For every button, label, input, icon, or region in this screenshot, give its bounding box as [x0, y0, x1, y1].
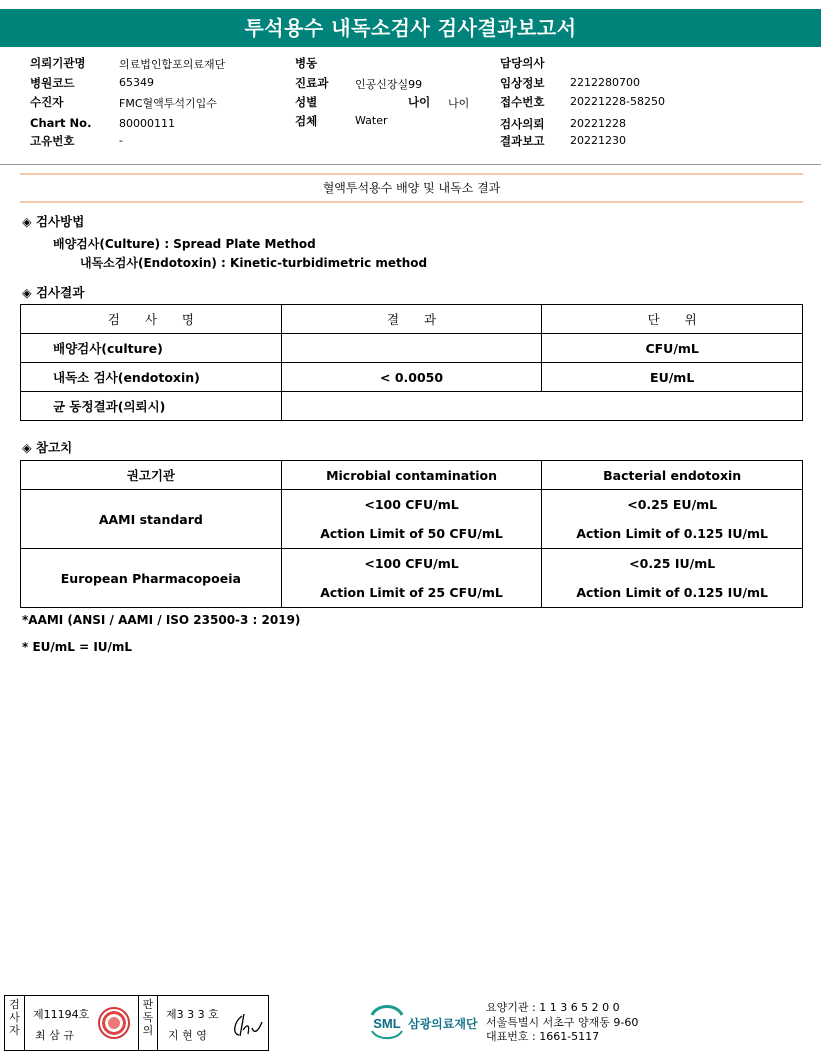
info-value: -	[119, 134, 123, 147]
info-label: 검사의뢰	[500, 117, 545, 131]
info-label: 병동	[295, 56, 318, 70]
info-value: 20221228-58250	[570, 95, 665, 108]
signature-box	[4, 995, 269, 1051]
address-line: 요양기관 : 1 1 3 6 5 2 0 0	[486, 1001, 620, 1014]
address-line: 서울특별시 서초구 양재동 9-60	[486, 1015, 639, 1029]
method-endotoxin: 내독소검사(Endotoxin) : Kinetic-turbidimetric method	[80, 256, 428, 270]
ref-org: AAMI standard	[21, 490, 282, 549]
header-cell: Bacterial endotoxin	[542, 461, 803, 490]
signature	[230, 1012, 264, 1040]
info-value: 80000111	[119, 117, 175, 130]
ref-microbial	[281, 490, 542, 549]
header-cell: 결 과	[281, 305, 542, 334]
section-title: 혈액투석용수 배양 및 내독소 결과	[20, 173, 803, 203]
info-value: 20221228	[570, 117, 626, 130]
org-name: 삼광의료재단	[408, 1017, 478, 1031]
info-label: 진료과	[295, 76, 329, 90]
test-result: < 0.0050	[281, 363, 542, 392]
method-heading: ◈ 검사방법	[22, 214, 85, 229]
ref-microbial	[281, 549, 542, 608]
info-label: 담당의사	[500, 56, 545, 70]
info-label: 검체	[295, 114, 318, 128]
table-row	[21, 334, 803, 363]
tester-label: 검사자	[5, 996, 25, 1050]
info-label: 의뢰기관명	[30, 56, 86, 70]
info-label: 성별	[295, 95, 318, 109]
reviewer-license: 제3 3 3 호	[166, 1008, 219, 1021]
info-value: 20221230	[570, 134, 626, 147]
reference-table	[20, 460, 803, 608]
results-heading: ◈ 검사결과	[22, 285, 85, 300]
ref-endotoxin	[542, 549, 803, 608]
reviewer-label: 판독의	[138, 996, 158, 1050]
table-row	[21, 392, 803, 421]
age-value: 나이	[448, 97, 470, 110]
test-unit: CFU/mL	[542, 334, 803, 363]
test-name: 내독소 검사(endotoxin)	[21, 363, 282, 392]
header-cell: 권고기관	[21, 461, 282, 490]
test-name: 배양검사(culture)	[21, 334, 282, 363]
test-unit: EU/mL	[542, 363, 803, 392]
info-value: 65349	[119, 76, 154, 89]
reference-heading: ◈ 참고치	[22, 440, 73, 455]
identification-result	[281, 392, 802, 421]
logo-mark: SML	[373, 1016, 401, 1031]
info-label: Chart No.	[30, 116, 92, 130]
info-value: 2212280700	[570, 76, 640, 89]
note-units: * EU/mL = IU/mL	[22, 640, 133, 654]
header-cell: 검 사 명	[21, 305, 282, 334]
reviewer-name: 지 현 영	[168, 1029, 207, 1042]
divider	[0, 164, 821, 165]
method-culture: 배양검사(Culture) : Spread Plate Method	[53, 237, 316, 251]
info-value: 의료법인합포의료재단	[119, 58, 226, 71]
info-label: 병원코드	[30, 76, 75, 90]
report-title: 투석용수 내독소검사 검사결과보고서	[0, 9, 821, 47]
info-value: 인공신장실99	[355, 78, 423, 91]
table-header-row	[21, 461, 803, 490]
info-label: 고유번호	[30, 134, 75, 148]
test-result	[281, 334, 542, 363]
results-table	[20, 304, 803, 421]
table-header-row	[21, 305, 803, 334]
tester-license: 제11194호	[33, 1008, 90, 1021]
header-cell: 단 위	[542, 305, 803, 334]
ref-microbial-action: Action Limit of 25 CFU/mL	[320, 585, 503, 600]
ref-endotoxin	[542, 490, 803, 549]
table-row	[21, 490, 803, 549]
info-value: FMC혈액투석기입수	[119, 97, 217, 110]
note-aami: *AAMI (ANSI / AAMI / ISO 23500-3 : 2019)	[22, 613, 301, 627]
identification-label: 균 동정결과(의뢰시)	[21, 392, 282, 421]
address-line: 대표번호 : 1661-5117	[486, 1030, 600, 1043]
ref-endotoxin-limit: <0.25 IU/mL	[629, 556, 716, 571]
ref-endotoxin-limit: <0.25 EU/mL	[627, 497, 718, 512]
sml-logo-icon	[366, 1001, 408, 1041]
age-label: 나이	[408, 95, 431, 109]
table-row	[21, 549, 803, 608]
info-block	[0, 55, 821, 165]
ref-org: European Pharmacopoeia	[21, 549, 282, 608]
seal-stamp	[98, 1007, 130, 1039]
ref-microbial-limit: <100 CFU/mL	[364, 556, 459, 571]
info-value: Water	[355, 114, 388, 127]
ref-microbial-limit: <100 CFU/mL	[364, 497, 459, 512]
ref-endotoxin-action: Action Limit of 0.125 IU/mL	[576, 585, 769, 600]
header-cell: Microbial contamination	[281, 461, 542, 490]
table-row	[21, 363, 803, 392]
ref-microbial-action: Action Limit of 50 CFU/mL	[320, 526, 503, 541]
footer	[0, 995, 821, 1055]
org-address	[486, 1001, 638, 1045]
info-label: 수진자	[30, 95, 64, 109]
info-label: 접수번호	[500, 95, 545, 109]
ref-endotoxin-action: Action Limit of 0.125 IU/mL	[576, 526, 769, 541]
info-label: 임상정보	[500, 76, 545, 90]
tester-name: 최 삼 규	[35, 1029, 74, 1042]
info-label: 결과보고	[500, 134, 545, 148]
